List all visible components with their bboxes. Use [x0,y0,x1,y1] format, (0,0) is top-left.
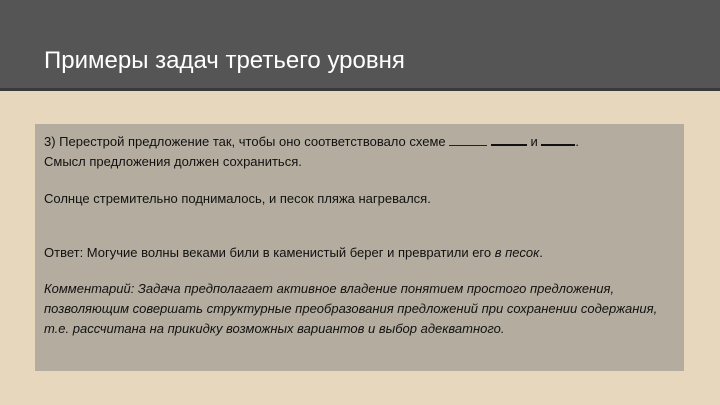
task-end: . [575,134,579,149]
slide-content [44,132,676,339]
task-prefix: 3) Перестрой предложение так, чтобы оно соответствовало схеме [44,134,450,149]
header-divider [0,88,720,91]
task-line-2: Смысл предложения должен сохраниться. [44,154,302,169]
answer-emphasis: в песок [494,245,540,260]
comment-text [44,279,676,339]
answer-end: . [539,245,543,260]
task-text [44,132,676,172]
answer-body: Ответ: Могучие волны веками били в каменистый берег и превратили его [44,245,495,260]
slide-title: Примеры задач третьего уровня [44,47,405,74]
slide-header [0,0,720,88]
example-sentence: Солнце стремительно поднималось, и песок пляжа нагревался. [44,191,431,206]
task-conjunction: и [526,134,542,149]
scheme-blank-1 [449,135,487,146]
comment-body: Комментарий: Задача предполагает активное владение понятием простого предложения, позволяющим совершать структурные преобразования предложений при сохранении содержания, т.е. рассчитана на прикидку возможных вариантов и выбор адекватного. [44,281,658,336]
answer-text [44,243,676,263]
scheme-blank-3 [541,134,575,146]
scheme-blank-2 [491,134,527,146]
